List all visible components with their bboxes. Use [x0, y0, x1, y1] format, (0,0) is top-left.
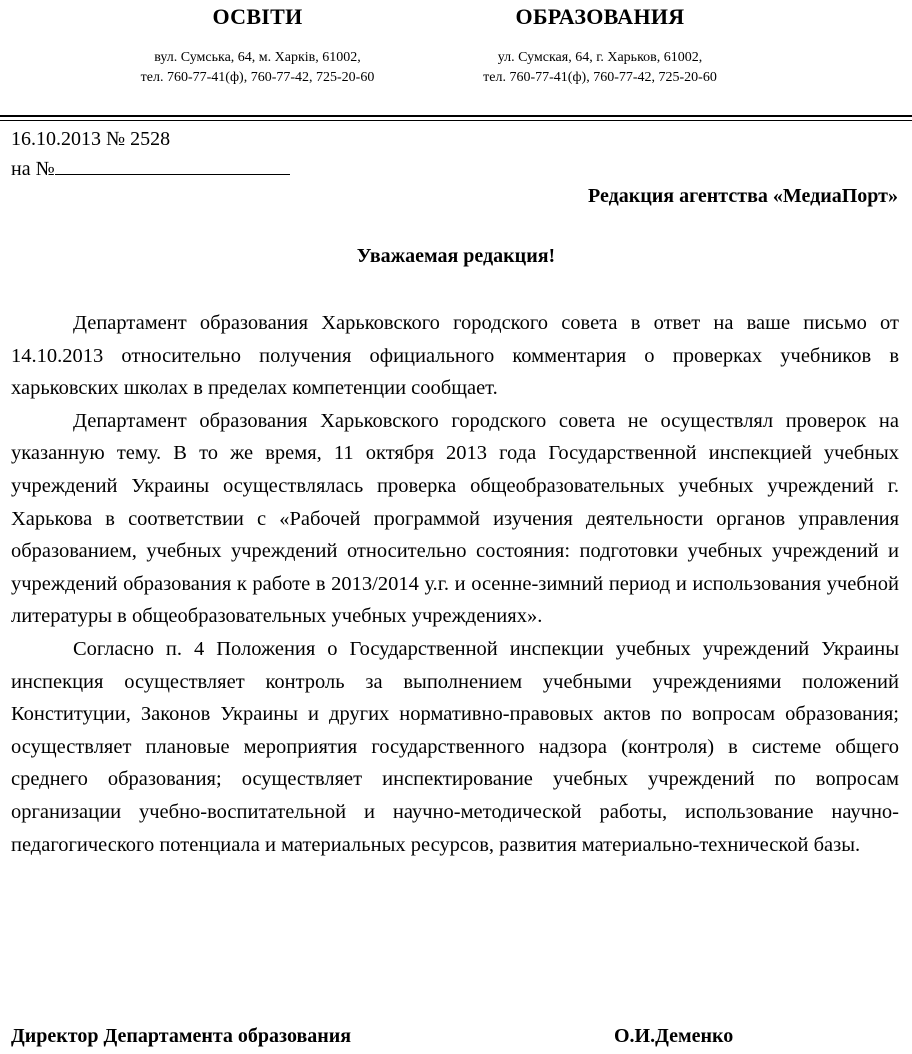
paragraph: Департамент образования Харьковского городского совета в ответ на ваше письмо от 14.10.2013 относительно получения официального комментария о проверках учебников в харьковских школах в пределах компетенции сообщает. [11, 312, 899, 400]
signature-name: О.И.Деменко [614, 1025, 734, 1047]
letterhead-title-ukrainian: ОСВІТИ [212, 4, 303, 29]
date-number: 16.10.2013 № 2528 [11, 128, 171, 150]
letterhead-title-russian: ОБРАЗОВАНИЯ [515, 4, 685, 29]
paragraph: Департамент образования Харьковского городского совета не осуществлял проверок на указанную тему. В то же время, 11 октября 2013 года Государственной инспекцией учебных учреждений Украины осуществлялась проверка общеобразовательных учебных учреждений г. Харькова в соответствии с «Рабочей программой изучения деятельности органов управления образованием, учебных учреждений относительно состояния: подготовки учебных учреждений и учреждений образования к работе в 2013/2014 у.г. и осенне-зимний период и использования учебной литературы в общеобразовательных учебных учреждениях». [11, 409, 899, 628]
letterhead-russian [435, 0, 765, 88]
letterhead-divider-thin [0, 120, 912, 121]
addressee: Редакция агентства «МедиаПорт» [588, 185, 898, 207]
paragraph: Согласно п. 4 Положения о Государственной инспекции учебных учреждений Украины инспекция осуществляет контроль за выполнением учебными учреждениями положений Конституции, Законов Украины и других нормативно-правовых актов по вопросам образования; осуществляет плановые мероприятия государственного надзора (контроля) в системе общего среднего образования; осуществляет инспектирование учебных учреждений по вопросам организации учебно-воспитательной и научно-методической работы, использование научно-педагогического потенциала и материальных ресурсов, развития материально-технической базы. [11, 637, 899, 856]
letterhead-address-russian: ул. Сумская, 64, г. Харьков, 61002, [497, 50, 703, 65]
reference-blank [55, 154, 290, 175]
letter-body [11, 307, 899, 861]
signature-title: Директор Департамента образования [11, 1025, 352, 1047]
letterhead-divider [0, 115, 912, 117]
letterhead-ukrainian [95, 0, 420, 88]
letterhead-address-ukrainian: вул. Сумська, 64, м. Харків, 61002, [154, 50, 361, 65]
salutation: Уважаемая редакция! [356, 245, 556, 267]
reference-line [11, 154, 290, 182]
letterhead-phones-russian: тел. 760-77-41(ф), 760-77-42, 725-20-60 [483, 70, 717, 85]
letterhead-phones-ukrainian: тел. 760-77-41(ф), 760-77-42, 725-20-60 [140, 70, 375, 85]
reference-prefix: на № [11, 158, 55, 180]
